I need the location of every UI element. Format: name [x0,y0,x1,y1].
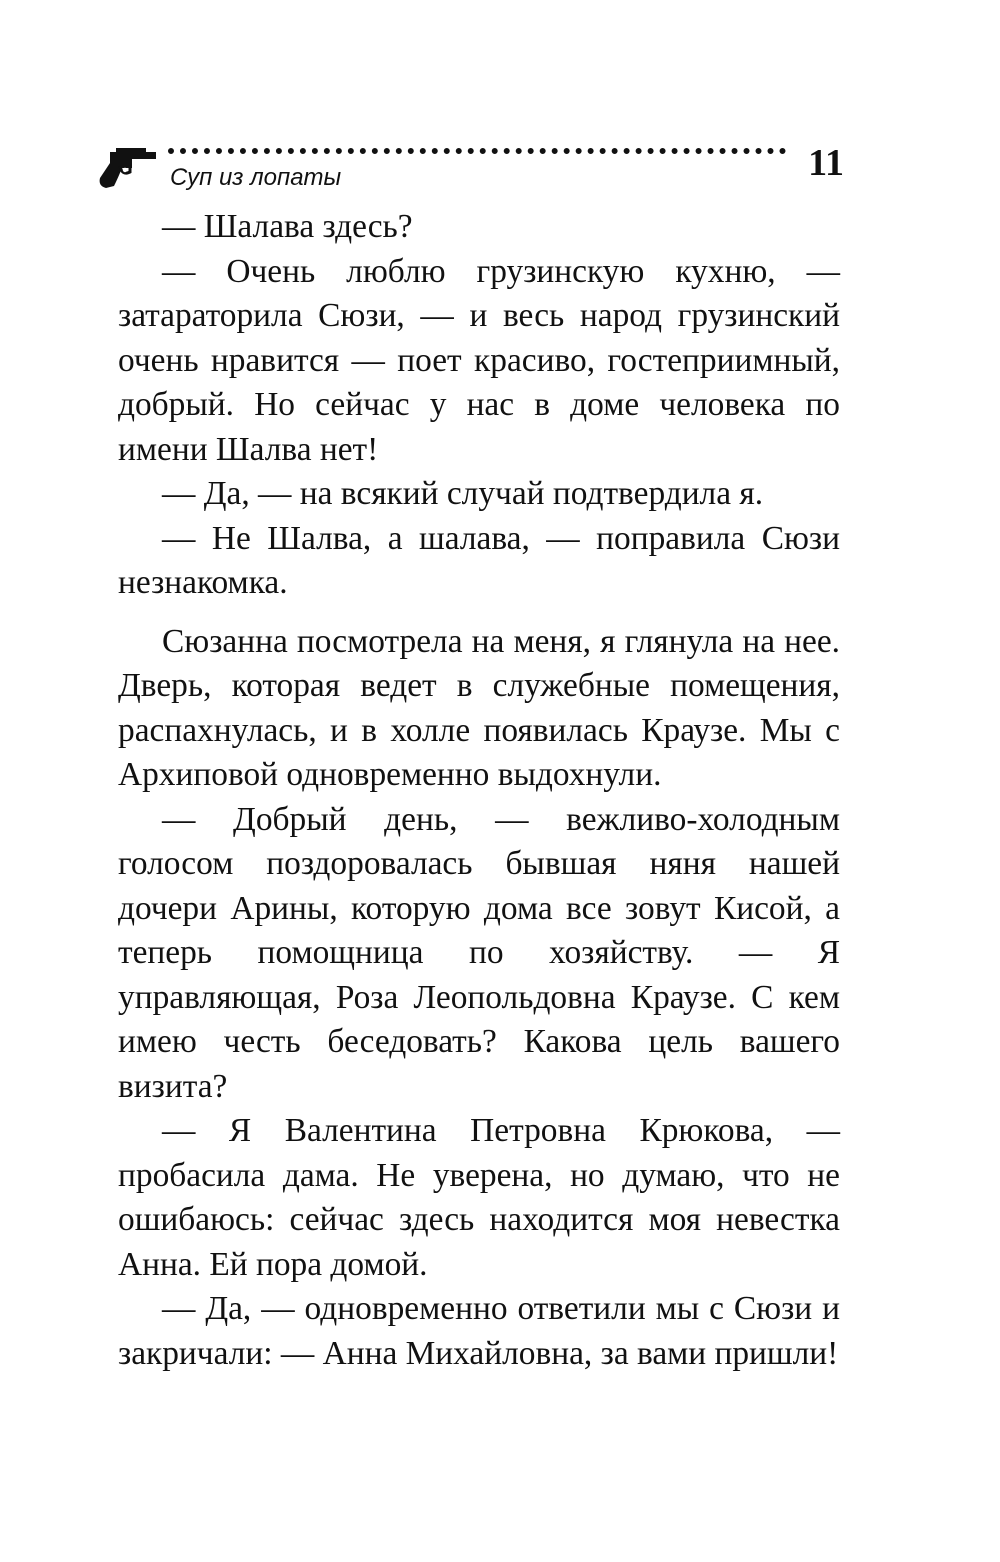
header-dotted-rule [168,148,786,154]
header-book-title: Суп из лопаты [170,164,342,191]
paragraph: — Шалава здесь? [162,208,413,245]
paragraph: — Да, — одновременно ответили мы с Сюзи и закричали: — Анна Михайловна, за вами пришли! [118,1290,840,1372]
body-text [118,205,840,1376]
paragraph: — Я Валентина Петровна Крюкова, — пробасила дама. Не уверена, но думаю, что не ошибаюсь: сейчас здесь находится моя невестка Анна. Ей пора домой. [118,1112,840,1283]
paragraph: — Не Шалва, а шалава, — поправила Сюзи незнакомка. [118,519,840,601]
running-header [96,140,844,196]
paragraph: Сюзанна посмотрела на меня, я глянула на нее. Дверь, которая ведет в служебные помещения, распахнулась, и в холле появилась Краузе. Мы с Архиповой одновременно выдохнули. [118,622,840,793]
revolver-icon [96,146,158,190]
paragraph: — Да, — на всякий случай подтвердила я. [162,475,764,512]
paragraph: — Добрый день, — вежливо-холодным голосом поздоровалась бывшая няня нашей дочери Арины, которую дома все зовут Кисой, а теперь помощница по хозяйству. — Я управляющая, Роза Леопольдовна Краузе. С кем имею честь беседовать? Какова цель вашего визита? [118,800,840,1105]
paragraph: — Очень люблю грузинскую кухню, — затараторила Сюзи, — и весь народ грузинский очень нравится — поет красиво, гостеприимный, добрый. Но сейчас у нас в доме человека по имени Шалва нет! [118,252,840,468]
page-number: 11 [808,142,844,184]
